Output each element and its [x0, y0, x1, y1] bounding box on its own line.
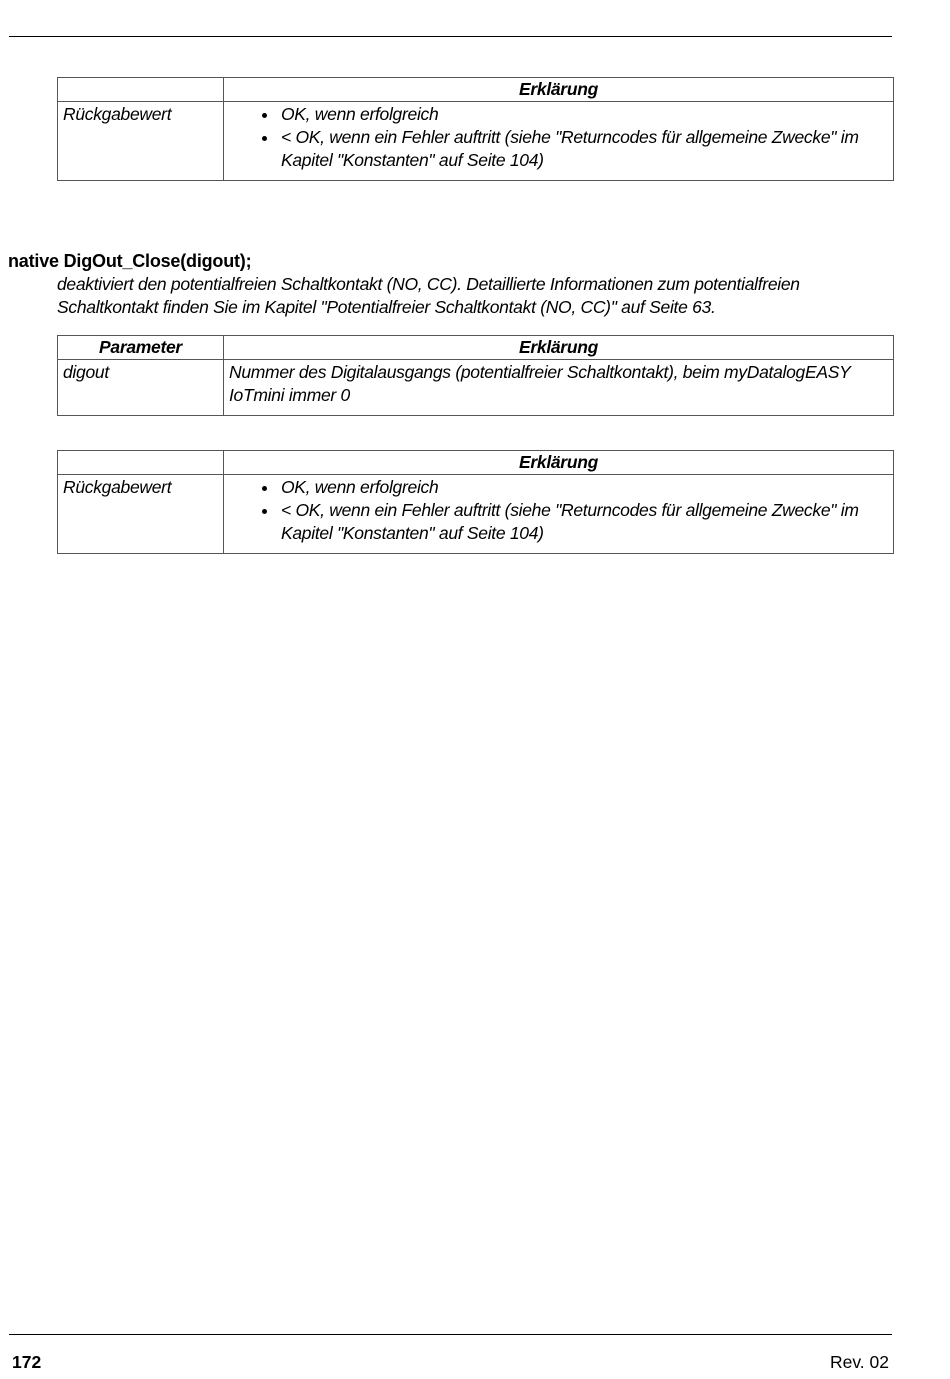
column-header-empty — [58, 78, 224, 102]
bullet-list — [229, 103, 888, 172]
parameter-name: digout — [58, 360, 224, 416]
parameter-description: Nummer des Digitalausgangs (potentialfreier Schaltkontakt), beim myDatalogEASY IoTmini immer 0 — [224, 360, 894, 416]
list-item: < OK, wenn ein Fehler auftritt (siehe "Returncodes für allgemeine Zwecke" im Kapitel "Konstanten" auf Seite 104) — [281, 126, 888, 172]
footer-rule — [9, 1334, 892, 1335]
function-description: deaktiviert den potentialfreien Schaltkontakt (NO, CC). Detaillierte Informationen zum potentialfreien Schaltkontakt finden Sie im Kapitel "Potentialfreier Schaltkontakt (NO, CC)" auf Seite 63. — [57, 274, 800, 317]
function-signature: native DigOut_Close(digout); — [8, 251, 252, 271]
return-value-table-top — [57, 77, 894, 181]
column-header-empty — [58, 451, 224, 475]
revision-label: Rev. 02 — [829, 1352, 889, 1372]
column-header-explanation: Erklärung — [224, 78, 894, 102]
list-item: < OK, wenn ein Fehler auftritt (siehe "Returncodes für allgemeine Zwecke" im Kapitel "Konstanten" auf Seite 104) — [281, 499, 888, 545]
table-row — [58, 360, 894, 416]
parameter-table — [57, 335, 894, 416]
list-item: OK, wenn erfolgreich — [281, 476, 888, 499]
list-item: OK, wenn erfolgreich — [281, 103, 888, 126]
row-explanation — [224, 475, 894, 554]
row-label: Rückgabewert — [58, 475, 224, 554]
row-label: Rückgabewert — [58, 102, 224, 181]
header-rule — [9, 36, 892, 37]
return-value-table — [57, 450, 894, 554]
column-header-parameter: Parameter — [58, 336, 224, 360]
row-explanation — [224, 102, 894, 181]
column-header-explanation: Erklärung — [224, 451, 894, 475]
table-header-row — [58, 336, 894, 360]
column-header-explanation: Erklärung — [224, 336, 894, 360]
table-header-row — [58, 451, 894, 475]
page-number: 172 — [12, 1352, 42, 1372]
table-header-row — [58, 78, 894, 102]
table-row — [58, 102, 894, 181]
bullet-list — [229, 476, 888, 545]
table-row — [58, 475, 894, 554]
